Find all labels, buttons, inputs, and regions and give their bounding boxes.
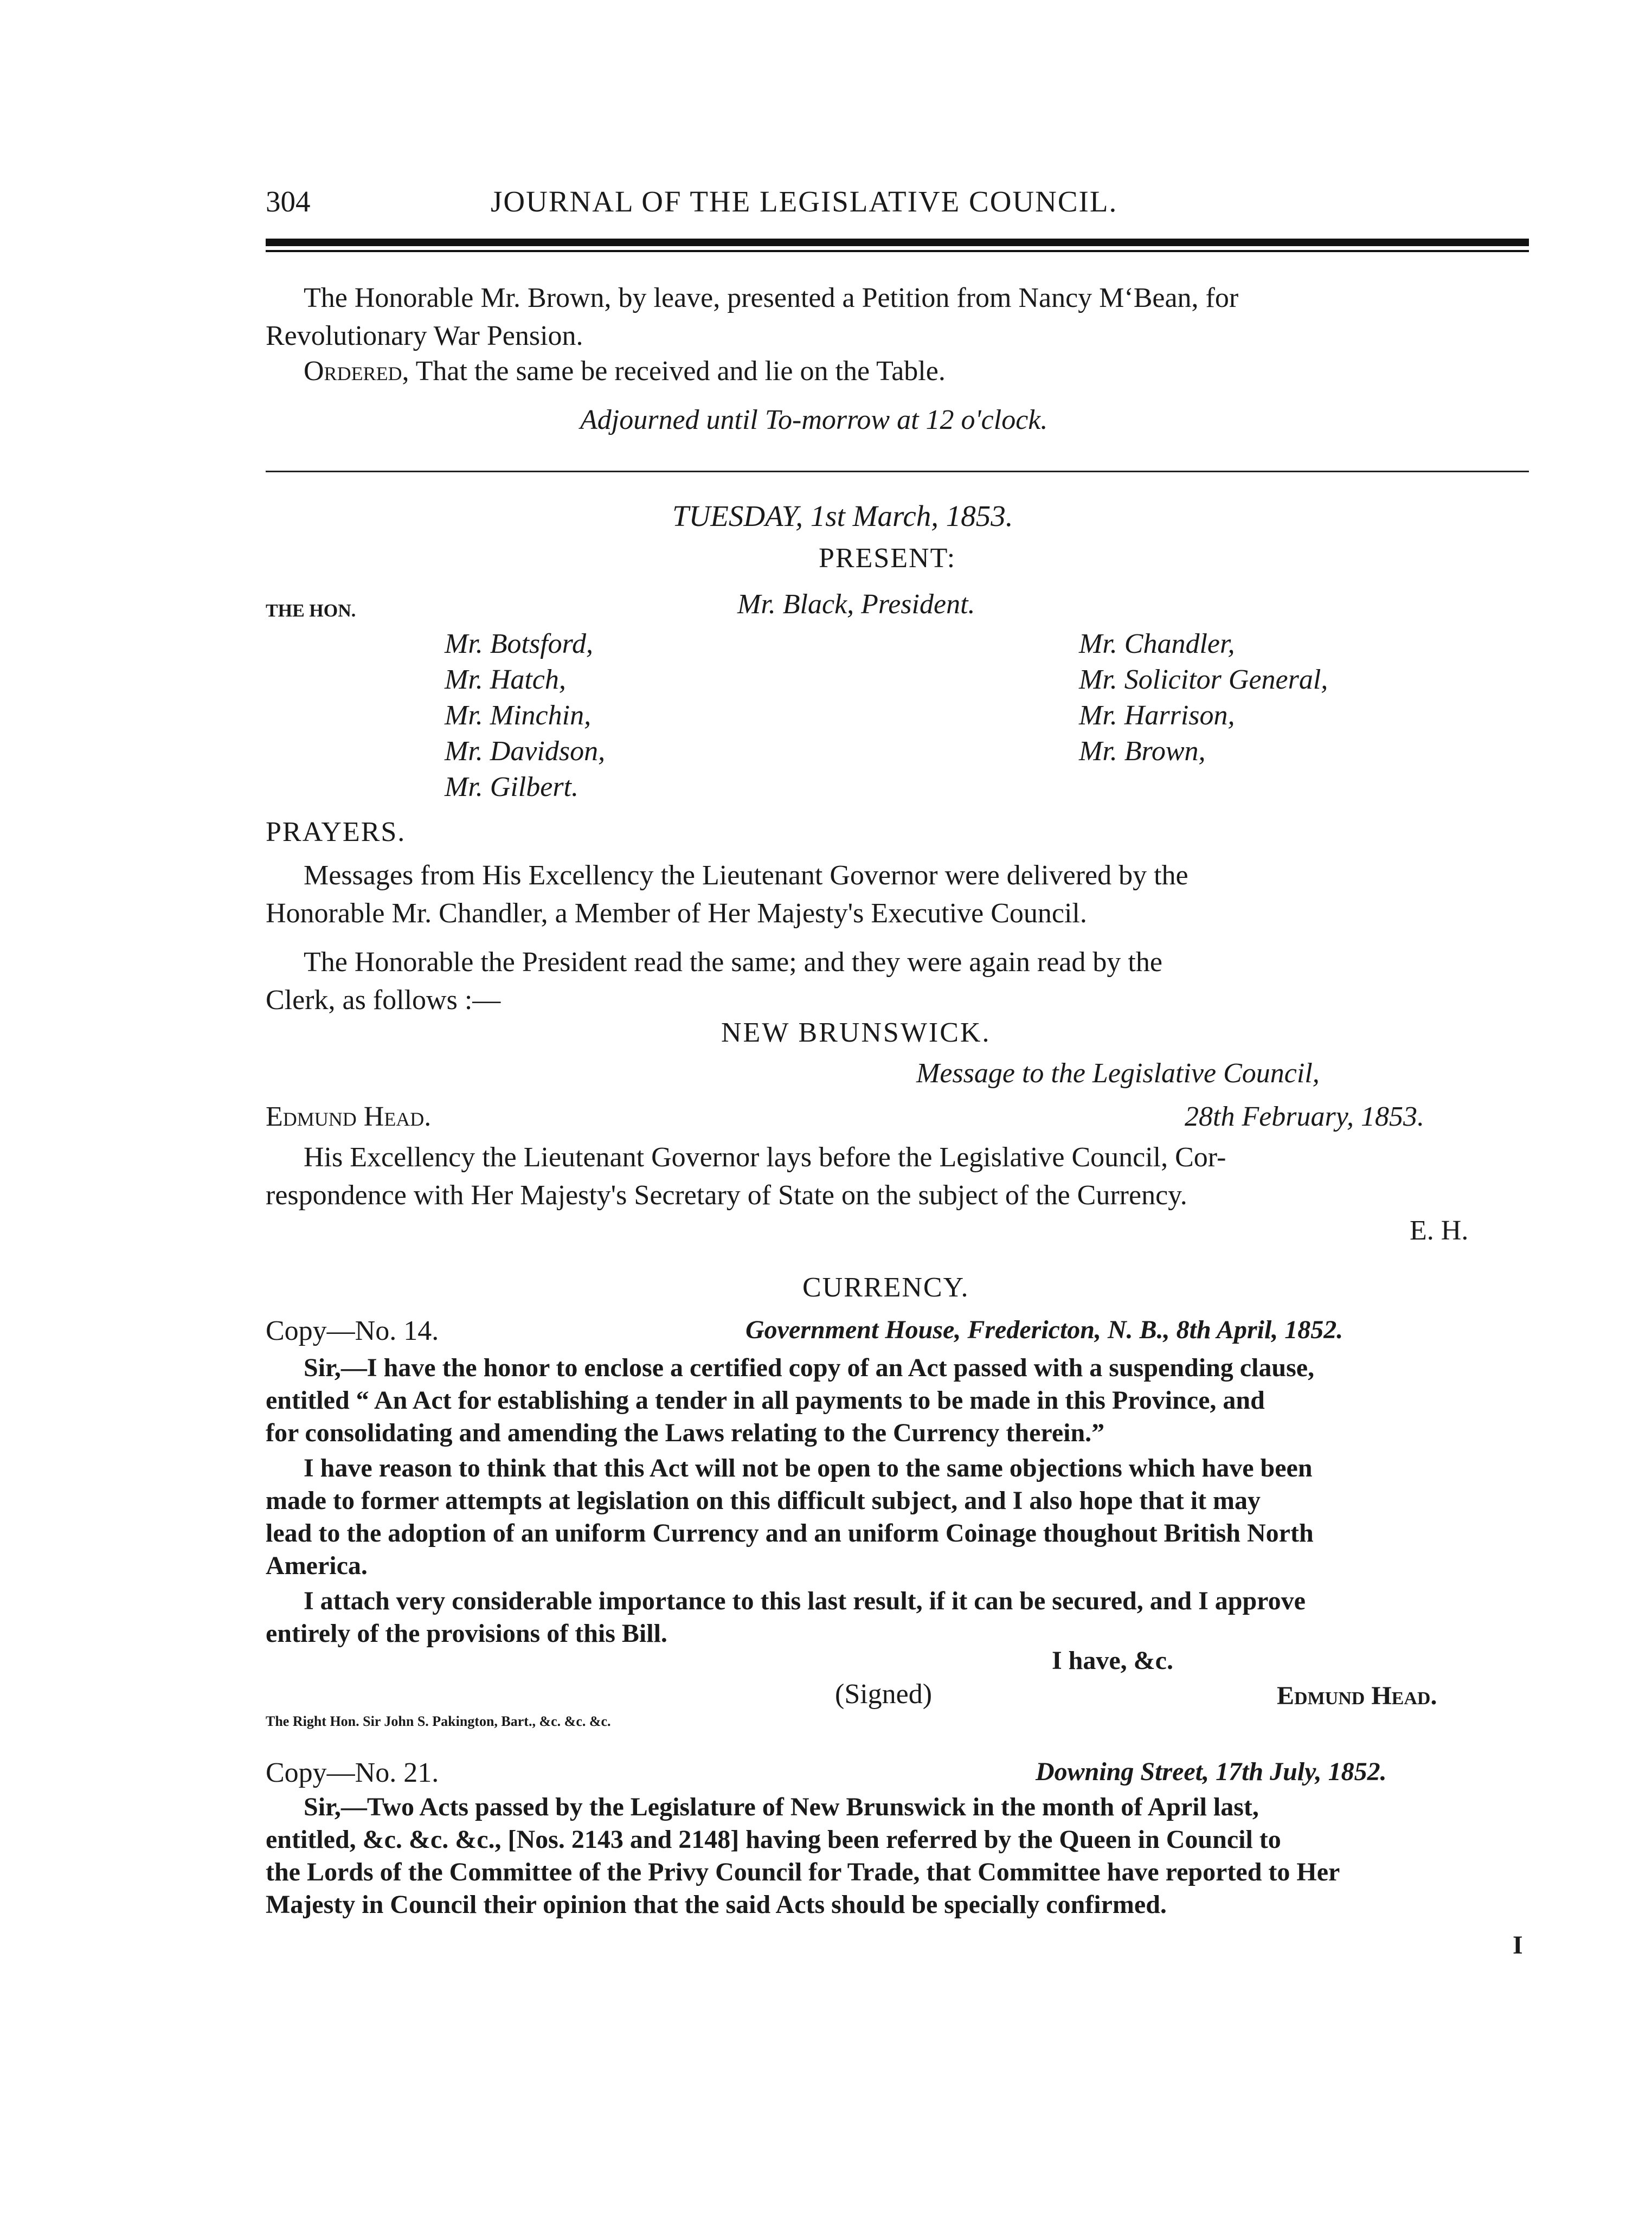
letter-line: made to former attempts at legislation on this difficult subject, and I also hope that it may [266,1486,1261,1515]
header-rule-thin [266,250,1529,252]
message-body-line1: His Excellency the Lieutenant Governor lays before the Legislative Council, Cor- [304,1142,1226,1173]
letter2-line: Sir,—Two Acts passed by the Legislature of New Brunswick in the month of April last, [304,1793,1259,1821]
present-label: PRESENT: [819,543,956,574]
section-divider [266,471,1529,472]
member-name: Mr. Gilbert. [445,772,578,802]
message-date: 28th February, 1853. [1185,1101,1424,1132]
sitting-date: TUESDAY, 1st March, 1853. [672,499,1013,532]
prayers-heading: PRAYERS. [266,817,406,847]
message-to-line: Message to the Legislative Council, [916,1058,1320,1089]
message-body-line2: respondence with Her Majesty's Secretary of State on the subject of the Currency. [266,1180,1187,1211]
letter-line: for consolidating and amending the Laws relating to the Currency therein.” [266,1418,1105,1447]
messages-para2-line1: The Honorable the President read the same; and they were again read by the [304,947,1162,978]
letter2-line: entitled, &c. &c. &c., [Nos. 2143 and 2148] having been referred by the Queen in Council to [266,1825,1281,1854]
copy-21-place-date: Downing Street, 17th July, 1852. [1036,1757,1387,1786]
member-name: Mr. Chandler, [1079,628,1235,659]
member-name: Mr. Brown, [1079,736,1206,767]
member-name: Mr. Davidson, [445,736,606,767]
currency-heading: CURRENCY. [802,1272,969,1303]
petition-line-2: Revolutionary War Pension. [266,320,583,351]
province-heading: NEW BRUNSWICK. [721,1017,991,1048]
ordered-line [304,355,946,387]
members-left-list [445,626,605,805]
ordered-prefix: Ordered, [304,356,409,387]
copy-21-label: Copy—No. 21. [266,1757,439,1788]
member-name: Mr. Hatch, [445,664,566,695]
messages-para1-line1: Messages from His Excellency the Lieutenant Governor were delivered by the [304,860,1188,891]
message-signer: Edmund Head. [266,1101,432,1132]
member-name: Mr. Botsford, [445,628,593,659]
member-name: Mr. Harrison, [1079,700,1235,731]
petition-line-1: The Honorable Mr. Brown, by leave, presented a Petition from Nancy M‘Bean, for [304,282,1239,313]
running-title: JOURNAL OF THE LEGISLATIVE COUNCIL. [491,185,1118,218]
member-name: Mr. Minchin, [445,700,592,731]
messages-para2-line2: Clerk, as follows :— [266,985,501,1016]
letter-line: entitled “ An Act for establishing a tender in all payments to be made in this Province, and [266,1386,1265,1415]
letter2-line: the Lords of the Committee of the Privy Council for Trade, that Committee have reported to Her [266,1858,1340,1886]
letter-line: America. [266,1551,368,1580]
signed-label: (Signed) [835,1679,933,1710]
president-name: Mr. Black, President. [737,589,975,620]
members-right-list [1079,626,1328,769]
catchword: I [1513,1931,1523,1960]
letter-line: I attach very considerable importance to this last result, if it can be secured, and I approve [304,1587,1306,1615]
letter-line: I have reason to think that this Act will not be open to the same objections which have been [304,1454,1313,1482]
letter-line: lead to the adoption of an uniform Currency and an uniform Coinage thoughout British North [266,1519,1314,1548]
the-hon-label: THE HON. [266,601,356,621]
header-rule-thick [266,239,1529,246]
adjourned-note: Adjourned until To-morrow at 12 o'clock. [580,404,1048,435]
letter-addressee: The Right Hon. Sir John S. Pakington, Bart., &c. &c. &c. [266,1713,611,1729]
ordered-text: That the same be received and lie on the Table. [415,356,946,387]
copy-14-place-date: Government House, Fredericton, N. B., 8th April, 1852. [745,1315,1344,1344]
member-name: Mr. Solicitor General, [1079,664,1328,695]
letter-line: Sir,—I have the honor to enclose a certified copy of an Act passed with a suspending clause, [304,1353,1315,1382]
letter2-line: Majesty in Council their opinion that the said Acts should be specially confirmed. [266,1890,1167,1919]
letter-closing: I have, &c. [1052,1646,1173,1675]
message-initials: E. H. [1410,1215,1469,1246]
letter-signer: Edmund Head. [1277,1681,1437,1710]
messages-para1-line2: Honorable Mr. Chandler, a Member of Her Majesty's Executive Council. [266,898,1087,929]
letter-line: entirely of the provisions of this Bill. [266,1619,667,1648]
copy-14-label: Copy—No. 14. [266,1315,439,1346]
page-number: 304 [266,185,311,218]
